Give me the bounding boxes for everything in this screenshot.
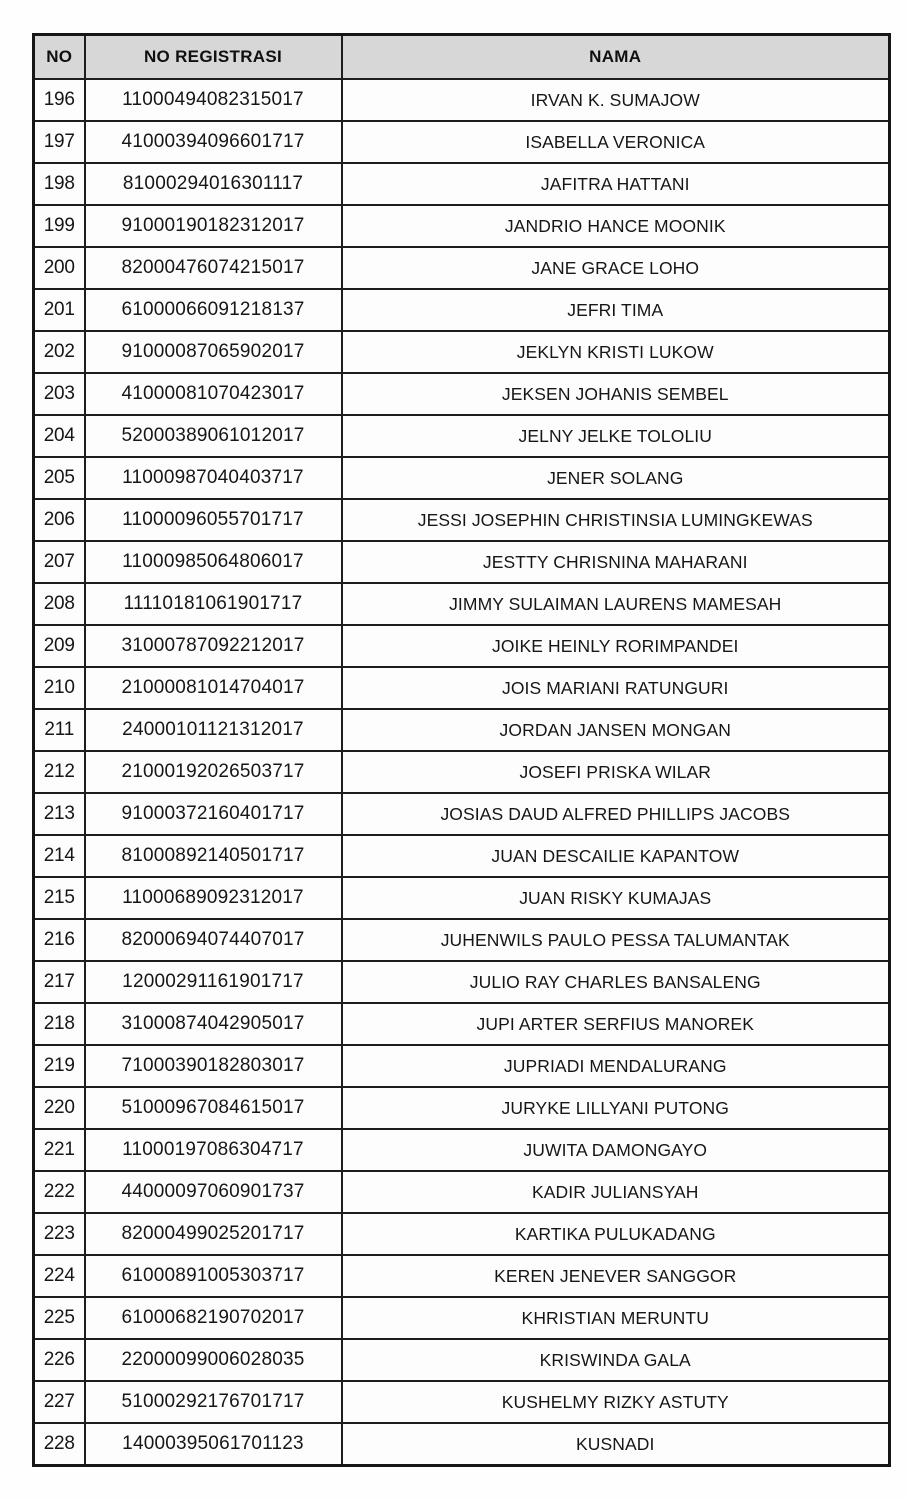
row-number-cell: 207	[34, 541, 85, 583]
row-number-cell: 224	[34, 1255, 85, 1297]
table-row	[34, 79, 890, 121]
row-number-cell: 201	[34, 289, 85, 331]
registration-number-cell: 91000087065902017	[85, 331, 342, 373]
registration-number-cell: 71000390182803017	[85, 1045, 342, 1087]
registration-number-cell: 82000499025201717	[85, 1213, 342, 1255]
registration-number-cell: 41000081070423017	[85, 373, 342, 415]
row-number-cell: 206	[34, 499, 85, 541]
row-number-cell: 226	[34, 1339, 85, 1381]
name-cell: JUPRIADI MENDALURANG	[342, 1045, 890, 1087]
table-header	[34, 35, 890, 80]
name-cell: JURYKE LILLYANI PUTONG	[342, 1087, 890, 1129]
table-row	[34, 247, 890, 289]
name-cell: JANE GRACE LOHO	[342, 247, 890, 289]
registration-number-cell: 11000985064806017	[85, 541, 342, 583]
name-cell: KEREN JENEVER SANGGOR	[342, 1255, 890, 1297]
row-number-cell: 218	[34, 1003, 85, 1045]
name-cell: JEKSEN JOHANIS SEMBEL	[342, 373, 890, 415]
table-row	[34, 205, 890, 247]
table-row	[34, 961, 890, 1003]
name-cell: JENER SOLANG	[342, 457, 890, 499]
name-cell: JORDAN JANSEN MONGAN	[342, 709, 890, 751]
table-row	[34, 121, 890, 163]
registration-number-cell: 11110181061901717	[85, 583, 342, 625]
registration-number-cell: 52000389061012017	[85, 415, 342, 457]
registration-number-cell: 31000874042905017	[85, 1003, 342, 1045]
registration-number-cell: 61000891005303717	[85, 1255, 342, 1297]
table-row	[34, 667, 890, 709]
row-number-cell: 196	[34, 79, 85, 121]
table-header-row	[34, 35, 890, 80]
name-cell: KADIR JULIANSYAH	[342, 1171, 890, 1213]
row-number-cell: 200	[34, 247, 85, 289]
registration-number-cell: 12000291161901717	[85, 961, 342, 1003]
registration-number-cell: 11000096055701717	[85, 499, 342, 541]
name-cell: JUAN DESCAILIE KAPANTOW	[342, 835, 890, 877]
name-cell: JAFITRA HATTANI	[342, 163, 890, 205]
table-row	[34, 1381, 890, 1423]
row-number-cell: 212	[34, 751, 85, 793]
name-cell: JUPI ARTER SERFIUS MANOREK	[342, 1003, 890, 1045]
col-header-registrasi: NO REGISTRASI	[85, 35, 342, 80]
registration-number-cell: 44000097060901737	[85, 1171, 342, 1213]
table-row	[34, 1087, 890, 1129]
name-cell: JEFRI TIMA	[342, 289, 890, 331]
registration-number-cell: 51000967084615017	[85, 1087, 342, 1129]
registration-number-cell: 21000192026503717	[85, 751, 342, 793]
registration-number-cell: 24000101121312017	[85, 709, 342, 751]
row-number-cell: 202	[34, 331, 85, 373]
registration-number-cell: 61000682190702017	[85, 1297, 342, 1339]
table-row	[34, 793, 890, 835]
name-cell: JEKLYN KRISTI LUKOW	[342, 331, 890, 373]
row-number-cell: 214	[34, 835, 85, 877]
row-number-cell: 213	[34, 793, 85, 835]
registration-number-cell: 91000372160401717	[85, 793, 342, 835]
row-number-cell: 219	[34, 1045, 85, 1087]
table-row	[34, 1423, 890, 1466]
row-number-cell: 210	[34, 667, 85, 709]
row-number-cell: 228	[34, 1423, 85, 1466]
registration-number-cell: 21000081014704017	[85, 667, 342, 709]
row-number-cell: 221	[34, 1129, 85, 1171]
registration-number-cell: 82000694074407017	[85, 919, 342, 961]
table-row	[34, 499, 890, 541]
name-cell: JESTTY CHRISNINA MAHARANI	[342, 541, 890, 583]
col-header-nama: NAMA	[342, 35, 890, 80]
registration-number-cell: 11000689092312017	[85, 877, 342, 919]
row-number-cell: 197	[34, 121, 85, 163]
registration-number-cell: 11000494082315017	[85, 79, 342, 121]
col-header-no: NO	[34, 35, 85, 80]
table-row	[34, 331, 890, 373]
row-number-cell: 208	[34, 583, 85, 625]
registration-number-cell: 41000394096601717	[85, 121, 342, 163]
table-body	[34, 79, 890, 1466]
registration-table	[32, 33, 891, 1467]
table-row	[34, 163, 890, 205]
registration-number-cell: 82000476074215017	[85, 247, 342, 289]
table-row	[34, 877, 890, 919]
row-number-cell: 215	[34, 877, 85, 919]
row-number-cell: 220	[34, 1087, 85, 1129]
table-row	[34, 457, 890, 499]
name-cell: JOSIAS DAUD ALFRED PHILLIPS JACOBS	[342, 793, 890, 835]
registration-number-cell: 91000190182312017	[85, 205, 342, 247]
registration-number-cell: 61000066091218137	[85, 289, 342, 331]
table-row	[34, 1339, 890, 1381]
name-cell: JUHENWILS PAULO PESSA TALUMANTAK	[342, 919, 890, 961]
table-row	[34, 415, 890, 457]
name-cell: JULIO RAY CHARLES BANSALENG	[342, 961, 890, 1003]
name-cell: JUAN RISKY KUMAJAS	[342, 877, 890, 919]
table-row	[34, 289, 890, 331]
name-cell: JUWITA DAMONGAYO	[342, 1129, 890, 1171]
row-number-cell: 203	[34, 373, 85, 415]
table-row	[34, 373, 890, 415]
registration-number-cell: 81000892140501717	[85, 835, 342, 877]
table-row	[34, 709, 890, 751]
row-number-cell: 204	[34, 415, 85, 457]
registration-number-cell: 14000395061701123	[85, 1423, 342, 1466]
name-cell: JANDRIO HANCE MOONIK	[342, 205, 890, 247]
row-number-cell: 216	[34, 919, 85, 961]
table-row	[34, 1255, 890, 1297]
table-row	[34, 1003, 890, 1045]
name-cell: KUSHELMY RIZKY ASTUTY	[342, 1381, 890, 1423]
registration-number-cell: 22000099006028035	[85, 1339, 342, 1381]
name-cell: ISABELLA VERONICA	[342, 121, 890, 163]
row-number-cell: 198	[34, 163, 85, 205]
row-number-cell: 222	[34, 1171, 85, 1213]
table-row	[34, 1297, 890, 1339]
table-row	[34, 541, 890, 583]
row-number-cell: 225	[34, 1297, 85, 1339]
table-row	[34, 919, 890, 961]
table-row	[34, 1213, 890, 1255]
name-cell: KARTIKA PULUKADANG	[342, 1213, 890, 1255]
row-number-cell: 209	[34, 625, 85, 667]
name-cell: IRVAN K. SUMAJOW	[342, 79, 890, 121]
table-row	[34, 1129, 890, 1171]
row-number-cell: 211	[34, 709, 85, 751]
table-row	[34, 751, 890, 793]
table-row	[34, 1171, 890, 1213]
row-number-cell: 199	[34, 205, 85, 247]
name-cell: JOIKE HEINLY RORIMPANDEI	[342, 625, 890, 667]
name-cell: JOSEFI PRISKA WILAR	[342, 751, 890, 793]
registration-number-cell: 31000787092212017	[85, 625, 342, 667]
registration-number-cell: 11000197086304717	[85, 1129, 342, 1171]
name-cell: KRISWINDA GALA	[342, 1339, 890, 1381]
row-number-cell: 227	[34, 1381, 85, 1423]
name-cell: JOIS MARIANI RATUNGURI	[342, 667, 890, 709]
row-number-cell: 205	[34, 457, 85, 499]
row-number-cell: 217	[34, 961, 85, 1003]
table-row	[34, 625, 890, 667]
name-cell: KHRISTIAN MERUNTU	[342, 1297, 890, 1339]
row-number-cell: 223	[34, 1213, 85, 1255]
registration-number-cell: 51000292176701717	[85, 1381, 342, 1423]
name-cell: KUSNADI	[342, 1423, 890, 1466]
name-cell: JELNY JELKE TOLOLIU	[342, 415, 890, 457]
registration-number-cell: 11000987040403717	[85, 457, 342, 499]
name-cell: JESSI JOSEPHIN CHRISTINSIA LUMINGKEWAS	[342, 499, 890, 541]
table-row	[34, 835, 890, 877]
registration-number-cell: 81000294016301117	[85, 163, 342, 205]
table-row	[34, 583, 890, 625]
name-cell: JIMMY SULAIMAN LAURENS MAMESAH	[342, 583, 890, 625]
table-row	[34, 1045, 890, 1087]
